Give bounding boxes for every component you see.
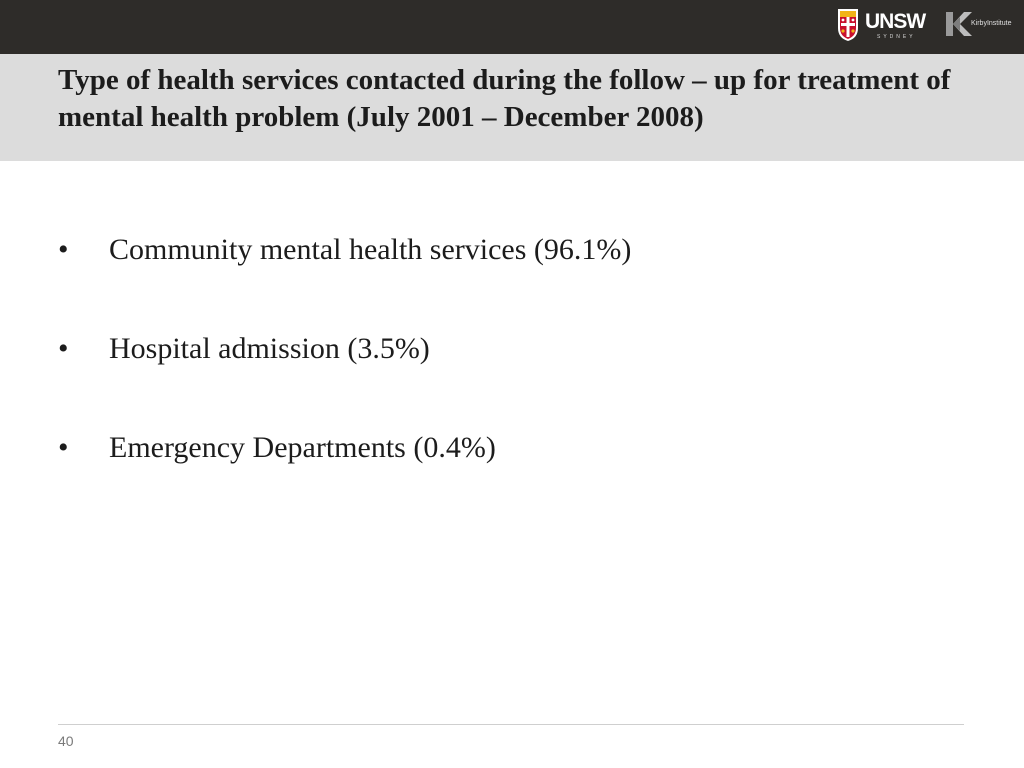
page-number: 40 bbox=[58, 733, 74, 749]
unsw-logo-subtitle: SYDNEY bbox=[877, 34, 916, 40]
bullet-text: Community mental health services (96.1%) bbox=[109, 233, 632, 266]
slide-title: Type of health services contacted during the follow – up for treatment of mental health problem (July 2001 – December 2008) bbox=[58, 64, 951, 133]
top-bar bbox=[0, 0, 1024, 54]
unsw-logo-text: UNSW bbox=[865, 10, 926, 33]
kirby-institute-logo bbox=[944, 10, 1014, 40]
unsw-crest-icon bbox=[837, 8, 859, 42]
bullet-icon: • bbox=[58, 332, 69, 365]
footer-divider bbox=[58, 724, 964, 725]
bullet-icon: • bbox=[58, 233, 69, 266]
bullet-icon: • bbox=[58, 431, 69, 464]
unsw-logo bbox=[837, 8, 927, 46]
kirby-k-icon bbox=[944, 10, 974, 38]
bullet-text: Hospital admission (3.5%) bbox=[109, 332, 430, 365]
kirby-logo-text: KirbyInstitute bbox=[971, 20, 1012, 27]
bullet-text: Emergency Departments (0.4%) bbox=[109, 431, 496, 464]
